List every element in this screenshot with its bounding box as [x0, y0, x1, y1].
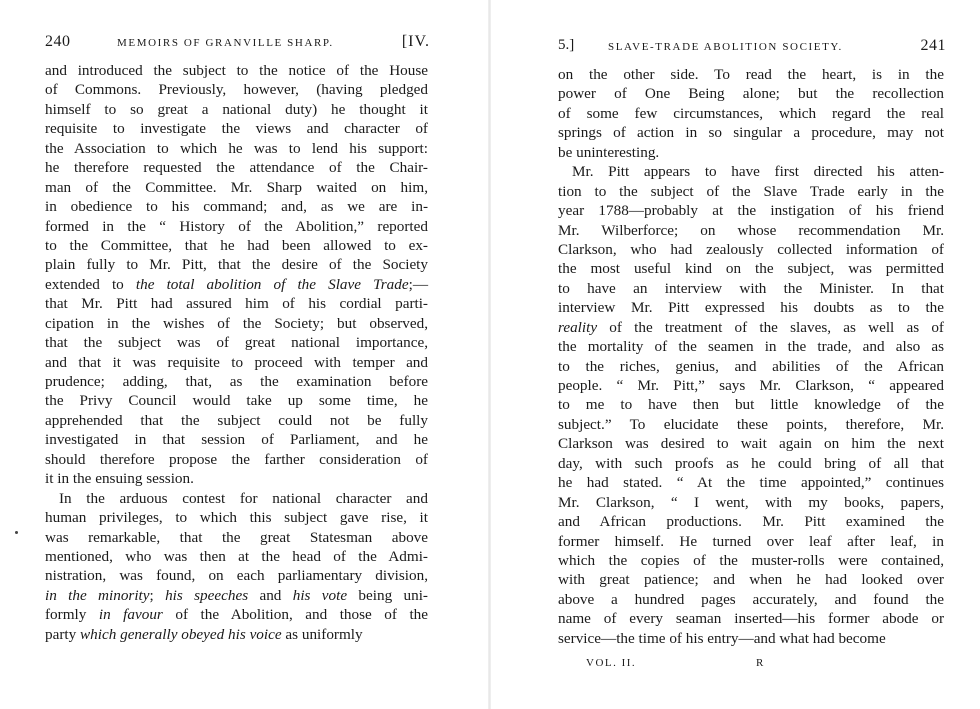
text-line: apprehended that the subject could not be fully [45, 411, 428, 429]
right-page-header [558, 37, 946, 61]
text-line: that Mr. Pitt had assured him of his cordial parti- [45, 295, 428, 313]
text-line: the most useful kind on the subject, was permitted [558, 260, 944, 278]
footer-volume: VOL. II. [586, 657, 637, 669]
text-line: and introduced the subject to the notice of the House [45, 62, 428, 79]
text-line: prudence; adding, that, as the examination before [45, 373, 428, 390]
right-text-column [558, 65, 944, 648]
page-number: 241 [920, 37, 946, 54]
text-line: people. “ Mr. Pitt,” says Mr. Clarkson, “ appeared [558, 377, 944, 394]
text-line: nistration, was found, on each parliamentary division, [45, 567, 428, 585]
text-line: name of every seaman inserted—his former abode or [558, 610, 944, 628]
text-line: be uninteresting. [558, 143, 660, 161]
text-line: tion to the subject of the Slave Trade early in the [558, 182, 944, 200]
text-line: to me to have then but little knowledge of the [558, 396, 944, 414]
text-line: in the minority; his speeches and his vote being uni- [45, 586, 428, 604]
text-line: day, with such proofs as he could bring of all that [558, 454, 944, 472]
text-line: Clarkson was desired to wait again on him the next [558, 435, 944, 453]
text-line: and African productions. Mr. Pitt examined the [558, 513, 944, 531]
text-line: reality of the treatment of the slaves, as well as of [558, 318, 944, 336]
text-line: to have an interview with the Minister. In that [558, 279, 944, 297]
text-line: extended to the total abolition of the Slave Trade;— [45, 275, 429, 293]
text-line: former himself. He turned over leaf after leaf, in [558, 532, 944, 550]
text-line: formed in the “ History of the Abolition,” reported [45, 217, 428, 235]
text-line: was remarkable, that the great Statesman above [45, 528, 428, 546]
text-line: he had stated. “ At the time appointed,” continues [558, 474, 944, 492]
text-line: year 1788—probably at the instigation of his friend [558, 202, 944, 220]
text-line: requisite to investigate the views and character of [45, 120, 428, 138]
footer-signature: R [756, 657, 765, 669]
text-line: he therefore requested the attendance of the Chair- [45, 159, 428, 177]
running-head: MEMOIRS OF GRANVILLE SHARP. [117, 37, 334, 49]
page-number: 240 [45, 33, 71, 50]
text-line: Mr. Clarkson, “ I went, with my books, papers, [558, 493, 944, 511]
text-line: himself to so great a national duty) he thought it [45, 100, 428, 118]
text-line: cipation in the wishes of the Society; but observed, [45, 314, 428, 332]
text-line: to the Committee, that he had been allowed to ex- [45, 236, 428, 254]
text-line: human privileges, to which this subject gave rise, it [45, 509, 428, 527]
right-page [490, 0, 980, 709]
text-line: with great patience; and when he had looked over [558, 571, 944, 589]
text-line: man of the Committee. Mr. Sharp waited on him, [45, 178, 428, 196]
text-line: of some few circumstances, which regard the real [558, 104, 944, 122]
left-text-column [45, 61, 428, 644]
text-line: In the arduous contest for national character and [59, 489, 428, 507]
text-line: it in the ensuing session. [45, 470, 194, 488]
text-line: the Association to which he was to lend his support: [45, 139, 428, 157]
text-line: that the subject was of great national importance, [45, 334, 428, 352]
text-line: springs of action in so singular a procedure, may not [558, 124, 944, 142]
text-line: subject.” To elucidate these points, therefore, Mr. [558, 415, 944, 433]
section-marker: 5.] [558, 37, 575, 53]
text-line: Mr. Pitt appears to have first directed his atten- [572, 163, 944, 181]
text-line: mentioned, who was then at the head of the Admi- [45, 547, 428, 565]
text-line: which the copies of the muster-rolls were contained, [558, 551, 944, 569]
text-line: above a hundred pages accurately, and found the [558, 590, 944, 608]
text-line: should therefore propose the farther consideration of [45, 450, 428, 468]
margin-mark [15, 531, 18, 534]
text-line: of Commons. Previously, however, (having pledged [45, 81, 428, 99]
text-line: interview Mr. Pitt expressed his doubts as to the [558, 299, 944, 317]
text-line: formly in favour of the Abolition, and those of the [45, 606, 429, 624]
text-line: in obedience to his command; and, as we are in- [45, 198, 428, 216]
text-line: Mr. Wilberforce; on whose recommendation Mr. [558, 221, 944, 239]
section-marker: [IV. [401, 33, 430, 50]
text-line: the mortality of the seamen in the trade, and also as [558, 338, 944, 356]
text-line: the Privy Council would take up some time, he [45, 392, 428, 410]
text-line: to the riches, genius, and abilities of the African [558, 357, 944, 375]
text-line: and that it was requisite to proceed with temper and [45, 353, 428, 371]
text-line: Clarkson, who had zealously collected information of [558, 240, 944, 258]
text-line: power of One Being alone; but the recollection [558, 85, 944, 103]
running-head: SLAVE-TRADE ABOLITION SOCIETY. [608, 41, 843, 53]
left-page-header [45, 33, 430, 57]
text-line: investigated in that session of Parliament, and he [45, 431, 428, 449]
text-line: party which generally obeyed his voice as uniformly [45, 625, 363, 643]
text-line: plain fully to Mr. Pitt, that the desire of the Society [45, 256, 428, 274]
text-line: service—the time of his entry—and what had become [558, 629, 886, 647]
text-line: on the other side. To read the heart, is in the [558, 66, 944, 83]
